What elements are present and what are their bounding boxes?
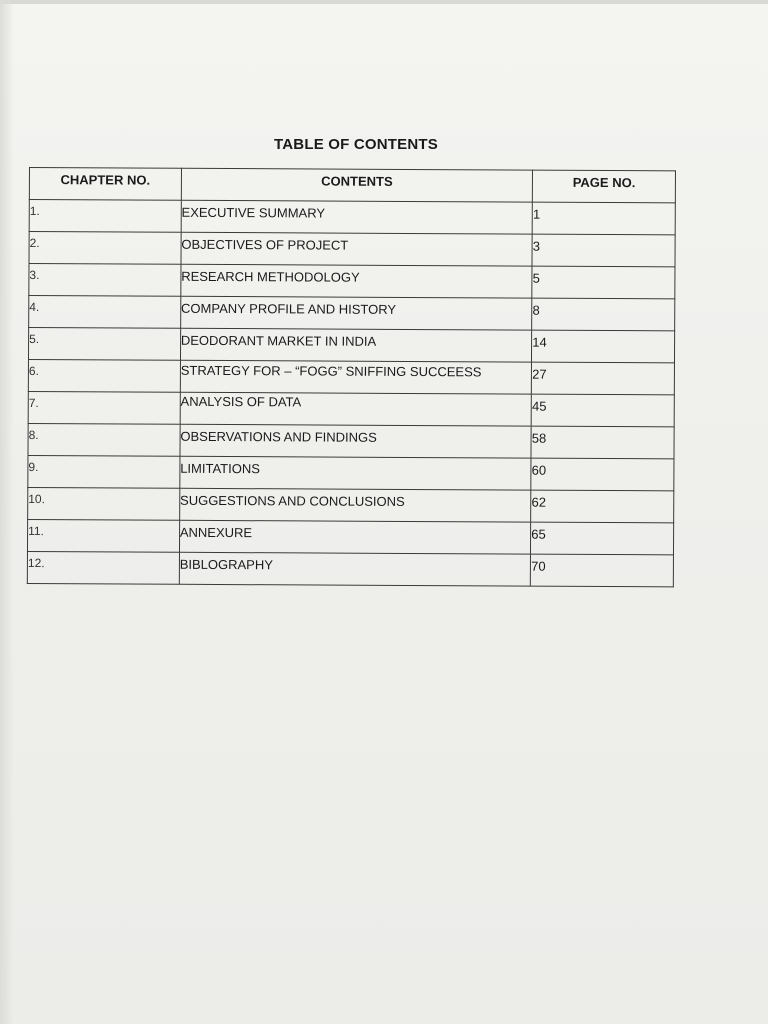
chapter-title: EXECUTIVE SUMMARY <box>181 200 533 234</box>
chapter-title: LIMITATIONS <box>180 456 532 490</box>
page-number: 14 <box>532 330 675 363</box>
table-row <box>29 264 675 299</box>
page-number: 58 <box>531 426 674 459</box>
chapter-number: 12. <box>27 551 179 584</box>
chapter-title: STRATEGY FOR – “FOGG” SNIFFING SUCCEESS <box>180 360 532 394</box>
table-of-contents <box>27 167 676 587</box>
page-title: TABLE OF CONTENTS <box>274 136 438 153</box>
chapter-number: 6. <box>28 359 180 392</box>
chapter-number: 3. <box>29 264 181 297</box>
table-header-row <box>29 168 675 203</box>
chapter-title: SUGGESTIONS AND CONCLUSIONS <box>179 488 531 522</box>
page-number: 62 <box>531 490 674 523</box>
chapter-title: OBSERVATIONS AND FINDINGS <box>180 424 532 458</box>
table-row <box>28 455 674 490</box>
chapter-title: ANNEXURE <box>179 520 531 554</box>
table-row <box>28 359 674 394</box>
chapter-number: 11. <box>27 519 179 552</box>
table-row <box>28 328 674 363</box>
chapter-number: 7. <box>28 391 180 424</box>
table-row <box>28 423 674 458</box>
page-number: 60 <box>531 458 674 491</box>
table-row <box>29 232 675 267</box>
header-page-no: PAGE NO. <box>533 170 676 203</box>
chapter-number: 4. <box>29 296 181 329</box>
table-row <box>27 551 673 586</box>
chapter-number: 9. <box>28 455 180 488</box>
table-row <box>29 200 675 235</box>
chapter-number: 10. <box>28 487 180 520</box>
chapter-title: ANALYSIS OF DATA <box>180 392 532 426</box>
chapter-title: DEODORANT MARKET IN INDIA <box>180 328 532 362</box>
chapter-title: OBJECTIVES OF PROJECT <box>181 232 533 266</box>
header-chapter-no: CHAPTER NO. <box>29 168 181 201</box>
page-number: 8 <box>532 298 675 331</box>
chapter-number: 8. <box>28 423 180 456</box>
table-row <box>29 296 675 331</box>
page-top-edge <box>0 0 768 4</box>
chapter-title: COMPANY PROFILE AND HISTORY <box>180 296 532 330</box>
chapter-number: 5. <box>28 328 180 361</box>
chapter-title: BIBLOGRAPHY <box>179 552 531 586</box>
chapter-number: 1. <box>29 200 181 233</box>
page-number: 70 <box>531 554 674 587</box>
header-contents: CONTENTS <box>181 168 533 202</box>
page-number: 5 <box>532 266 675 299</box>
table-row <box>28 487 674 522</box>
page-number: 1 <box>532 202 675 235</box>
chapter-number: 2. <box>29 232 181 265</box>
page-number: 3 <box>532 234 675 267</box>
table-row <box>27 519 673 554</box>
page-number: 45 <box>531 394 674 427</box>
page-number: 27 <box>532 362 675 395</box>
chapter-title: RESEARCH METHODOLOGY <box>181 264 533 298</box>
page-number: 65 <box>531 522 674 555</box>
table-row <box>28 391 674 426</box>
page-left-shadow <box>0 0 14 1024</box>
